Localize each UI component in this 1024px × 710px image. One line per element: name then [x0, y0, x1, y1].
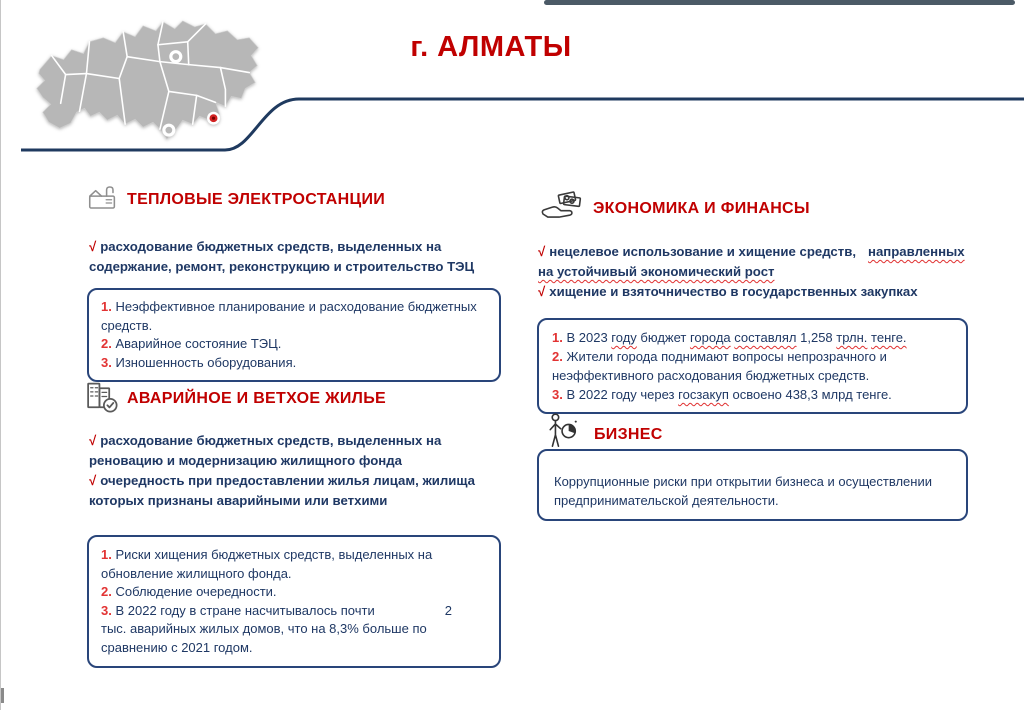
item-number: 2. [552, 349, 563, 364]
hand-money-icon [539, 189, 585, 228]
risk-item [89, 471, 509, 511]
check-mark-icon: √ [89, 239, 97, 254]
top-border-line [544, 0, 1015, 5]
risk-text: очередность при предоставлении жилья лицам, жилища которых признаны аварийными или ветхими [89, 473, 476, 508]
tec-risk-list [89, 237, 509, 277]
item-text: В 2023 году бюджет города составлял 1,258 трлн. тенге. [566, 330, 907, 345]
list-item [552, 328, 953, 347]
item-text: Соблюдение очередности. [115, 584, 277, 599]
box-text: Коррупционные риски при открытии бизнеса и осуществлении предпринимательской деятельности. [554, 474, 932, 508]
risk-text: расходование бюджетных средств, выделенных на реновацию и модернизацию жилищного фонда [89, 433, 442, 468]
section-title-housing: АВАРИЙНОЕ И ВЕТХОЕ ЖИЛЬЕ [127, 390, 386, 407]
risk-item [89, 431, 509, 471]
item-text: Жители города поднимают вопросы непрозрачного и неэффективного расходования бюджетных средств. [552, 349, 887, 383]
list-item [101, 298, 487, 335]
power-plant-icon [87, 183, 118, 217]
person-chart-icon [546, 412, 580, 457]
risk-item [538, 282, 1020, 302]
risk-text: расходование бюджетных средств, выделенных на содержание, ремонт, реконструкцию и строительство ТЭЦ [89, 239, 475, 274]
section-title-economy: ЭКОНОМИКА И ФИНАНСЫ [593, 199, 810, 217]
almaty-marker [207, 112, 220, 125]
list-item [101, 335, 487, 354]
section-header-tec [87, 183, 385, 217]
list-item [101, 583, 487, 602]
risk-text: хищение и взяточничество в государственных закупках [549, 284, 918, 299]
business-issues-box [537, 449, 968, 521]
risk-text: нецелевое использование и хищение средств, направленных на устойчивый экономический рост [538, 244, 965, 279]
housing-risk-list [89, 431, 509, 511]
check-mark-icon: √ [89, 473, 97, 488]
item-number: 1. [552, 330, 563, 345]
risk-item [89, 237, 509, 277]
item-number: 3. [552, 387, 563, 402]
screen-edge-mark [1, 688, 4, 703]
page-title: г. АЛМАТЫ [410, 31, 572, 63]
list-item [101, 602, 487, 658]
check-mark-icon: √ [538, 284, 546, 299]
section-title-business: БИЗНЕС [594, 425, 663, 443]
check-mark-icon: √ [538, 244, 546, 259]
item-text: В 2022 году в стране насчитывалось почти 2 тыс. аварийных жилых домов, что на 8,3% больше по сравнению с 2021 годом. [101, 602, 452, 655]
item-number: 2. [101, 584, 112, 599]
list-item [552, 347, 953, 385]
list-item [101, 546, 487, 583]
list-item [552, 385, 953, 404]
item-number: 3. [101, 602, 112, 618]
tec-issues-box [87, 288, 501, 382]
section-header-economy [539, 189, 810, 228]
section-header-business [546, 412, 663, 457]
item-text: В 2022 году через госзакуп освоено 438,3 млрд тенге. [566, 387, 892, 402]
building-check-icon [84, 379, 119, 419]
item-number: 3. [101, 354, 112, 370]
economy-risk-list [538, 242, 1020, 302]
map-region [37, 21, 258, 139]
economy-issues-box [537, 318, 968, 414]
kazakhstan-map [29, 12, 267, 151]
item-number: 1. [101, 299, 112, 314]
section-header-housing [84, 379, 386, 419]
risk-item [538, 242, 1020, 282]
housing-issues-box [87, 535, 501, 668]
section-title-tec: ТЕПЛОВЫЕ ЭЛЕКТРОСТАНЦИИ [127, 191, 386, 208]
item-text: Аварийное состояние ТЭЦ. [115, 336, 282, 351]
item-number: 1. [101, 547, 112, 562]
item-number: 2. [101, 336, 112, 351]
list-item [101, 354, 487, 373]
item-text: Изношенность оборудования. [115, 354, 297, 370]
check-mark-icon: √ [89, 433, 97, 448]
item-text: Неэффективное планирование и расходование бюджетных средств. [101, 299, 477, 333]
item-text: Риски хищения бюджетных средств, выделенных на обновление жилищного фонда. [101, 547, 433, 581]
